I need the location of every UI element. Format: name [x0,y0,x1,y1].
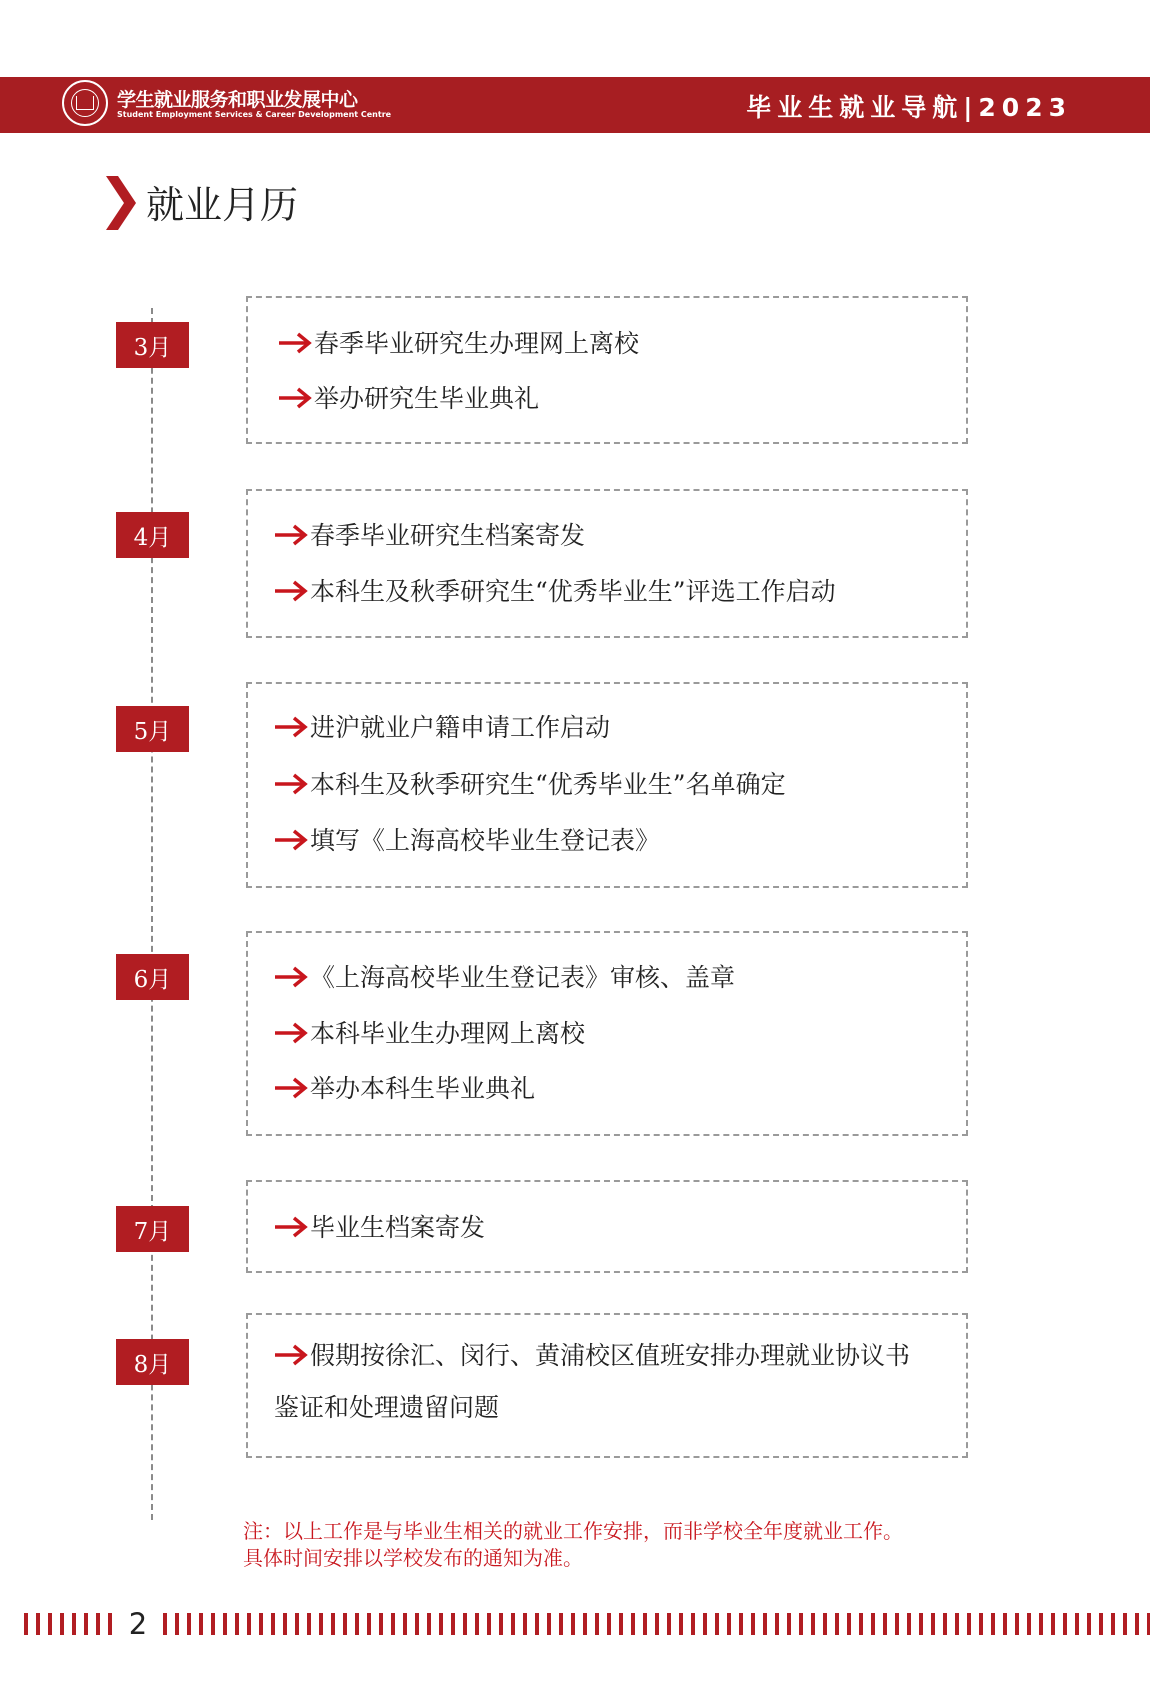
event-item [274,521,585,551]
event-item-text: 本科毕业生办理网上离校 [310,1019,586,1048]
arrow-right-icon [274,1344,308,1366]
arrow-right-icon [274,524,308,546]
event-item-text: 填写《上海高校毕业生登记表》 [310,826,661,855]
arrow-right-icon [274,580,308,602]
month-badge-august: 8月 [116,1339,189,1385]
university-emblem-icon [62,80,108,126]
arrow-right-icon [274,1022,308,1044]
month-badge-june: 6月 [116,954,189,1000]
arrow-right-icon [274,716,308,738]
org-name-cn: 学生就业服务和职业发展中心 [117,89,358,111]
event-box-april [246,489,968,638]
event-item-text: 举办研究生毕业典礼 [314,384,540,413]
event-item-text: 本科生及秋季研究生“优秀毕业生”名单确定 [310,770,786,799]
arrow-right-icon [278,332,312,354]
month-badge-march: 3月 [116,322,189,368]
month-badge-july: 7月 [116,1206,189,1252]
event-item-text: 进沪就业户籍申请工作启动 [310,713,611,742]
arrow-right-icon [274,1077,308,1099]
page-number: 2 [128,1607,148,1641]
event-item-text: 本科生及秋季研究生“优秀毕业生”评选工作启动 [310,577,836,606]
event-item [274,1330,934,1434]
month-badge-may: 5月 [116,706,189,752]
event-item-text: 春季毕业研究生办理网上离校 [314,329,640,358]
event-item [274,826,660,856]
page-title: 就业月历 [146,183,299,227]
event-item [278,384,539,414]
event-item [274,770,786,800]
arrow-right-icon [274,773,308,795]
footer-ticks-left [24,1613,120,1635]
event-item-text: 《上海高校毕业生登记表》审核、盖章 [310,963,736,992]
event-item [274,577,836,607]
arrow-right-icon [274,966,308,988]
event-item-text: 毕业生档案寄发 [310,1213,486,1242]
arrow-right-icon [274,829,308,851]
footnote-line-1: 注：以上工作是与毕业生相关的就业工作安排，而非学校全年度就业工作。 [243,1519,903,1543]
event-box-march [246,296,968,444]
event-item-text: 春季毕业研究生档案寄发 [310,521,586,550]
event-item [274,963,735,993]
footer-ticks-right [163,1613,1150,1635]
org-name-en: Student Employment Services & Career Development Centre [117,110,392,119]
month-badge-april: 4月 [116,512,189,558]
arrow-right-icon [278,387,312,409]
event-item-text: 举办本科生毕业典礼 [310,1074,536,1103]
arrow-right-icon [274,1216,308,1238]
event-item [274,713,610,743]
event-box-august [246,1313,968,1458]
event-item [274,1213,485,1243]
event-item [274,1019,585,1049]
event-item [274,1074,535,1104]
guide-title: 毕业生就业导航|2023 [746,93,1072,122]
event-item-text: 假期按徐汇、闵行、黄浦校区值班安排办理就业协议书鉴证和处理遗留问题 [274,1341,911,1422]
event-box-july [246,1180,968,1273]
event-box-may [246,682,968,888]
event-item [278,329,639,359]
footnote [243,1518,903,1572]
chevron-right-icon [106,176,136,230]
footnote-line-2: 具体时间安排以学校发布的通知为准。 [243,1546,583,1570]
event-box-june [246,931,968,1136]
